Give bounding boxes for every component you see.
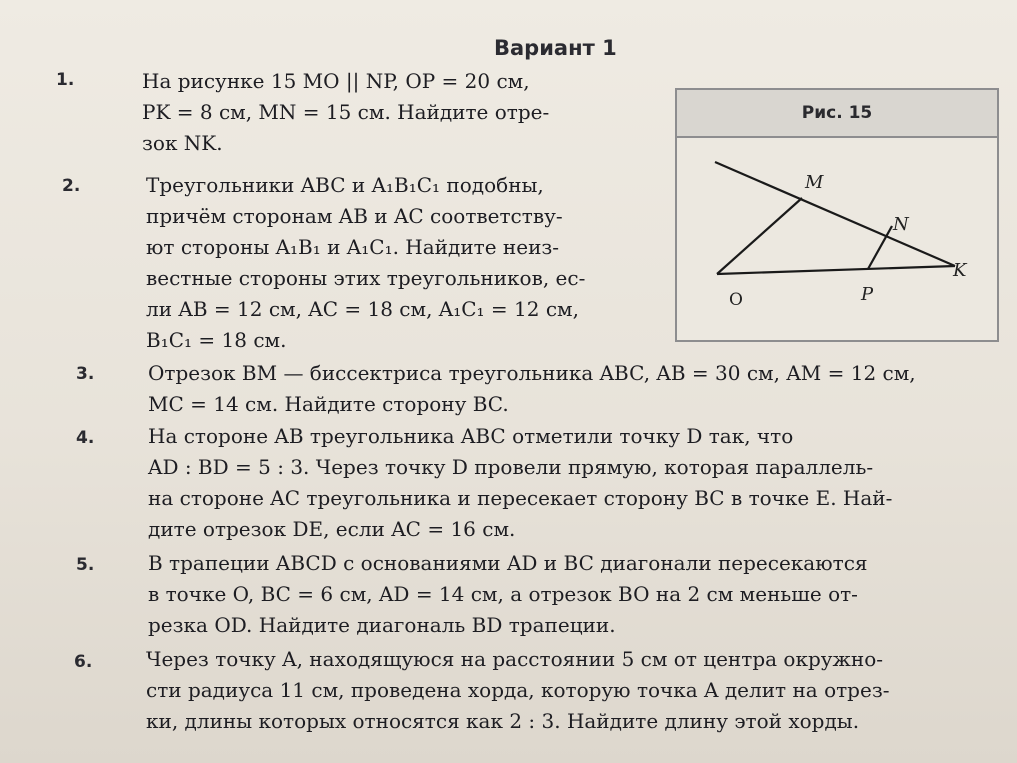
problem-2-line-4: вестные стороны этих треугольников, ес-: [146, 266, 586, 290]
problem-3-line-1: Отрезок BM — биссектриса треугольника ABC, AB = 30 см, AM = 12 см,: [148, 361, 916, 385]
figure-15: [675, 88, 999, 342]
figure-header: [677, 90, 997, 138]
label-n: N: [893, 214, 909, 235]
problem-6-text: [146, 644, 982, 737]
problem-5-line-1: В трапеции ABCD с основаниями AD и BC диагонали пересекаются: [148, 551, 868, 575]
problem-4-line-1: На стороне AB треугольника ABC отметили точку D так, что: [148, 424, 794, 448]
figure-diagram: [677, 138, 997, 340]
problem-1-text: [142, 66, 664, 159]
label-o: O: [729, 290, 743, 310]
label-p: P: [861, 284, 874, 305]
label-m: M: [805, 172, 824, 193]
problem-6-number: 6.: [74, 652, 93, 672]
problem-4-line-4: дите отрезок DE, если AC = 16 см.: [148, 517, 516, 541]
problem-3-line-2: MC = 14 см. Найдите сторону BC.: [148, 392, 509, 416]
problem-5-line-3: резка OD. Найдите диагональ BD трапеции.: [148, 613, 616, 637]
problem-5-text: [148, 548, 984, 641]
problem-2-line-2: причём сторонам AB и AC соответству-: [146, 204, 563, 228]
line-o-k: [717, 266, 955, 274]
variant-title: Вариант 1: [494, 36, 617, 60]
problem-2-line-5: ли AB = 12 см, AC = 18 см, A₁C₁ = 12 см,: [146, 297, 579, 321]
problem-4-text: [148, 421, 986, 545]
label-k: K: [953, 260, 967, 281]
problem-1-line-2: PK = 8 см, MN = 15 см. Найдите отре-: [142, 100, 550, 124]
problem-1-line-1: На рисунке 15 MO || NP, OP = 20 см,: [142, 69, 530, 93]
problem-2-line-6: B₁C₁ = 18 см.: [146, 328, 287, 352]
problem-1-number: 1.: [56, 70, 75, 90]
problem-4-number: 4.: [76, 428, 95, 448]
problem-4-line-2: AD : BD = 5 : 3. Через точку D провели прямую, которая параллель-: [148, 455, 874, 479]
problem-6-line-3: ки, длины которых относятся как 2 : 3. Найдите длину этой хорды.: [146, 709, 860, 733]
problem-2-text: [146, 170, 664, 356]
figure-title: Рис. 15: [801, 103, 873, 123]
problem-2-number: 2.: [62, 176, 81, 196]
problem-5-number: 5.: [76, 555, 95, 575]
problem-3-number: 3.: [76, 364, 95, 384]
segment-m-o: [717, 198, 802, 274]
problem-1-line-3: зок NK.: [142, 131, 223, 155]
problem-4-line-3: на стороне AC треугольника и пересекает сторону BC в точке E. Най-: [148, 486, 893, 510]
problem-2-line-1: Треугольники ABC и A₁B₁C₁ подобны,: [146, 173, 544, 197]
problem-2-line-3: ют стороны A₁B₁ и A₁C₁. Найдите неиз-: [146, 235, 560, 259]
problem-6-line-1: Через точку A, находящуюся на расстоянии 5 см от центра окружно-: [146, 647, 884, 671]
problem-5-line-2: в точке O, BC = 6 см, AD = 14 см, а отрезок BO на 2 см меньше от-: [148, 582, 858, 606]
line-m-k: [715, 162, 955, 266]
problem-3-text: [148, 358, 986, 420]
problem-6-line-2: сти радиуса 11 см, проведена хорда, которую точка A делит на отрез-: [146, 678, 890, 702]
